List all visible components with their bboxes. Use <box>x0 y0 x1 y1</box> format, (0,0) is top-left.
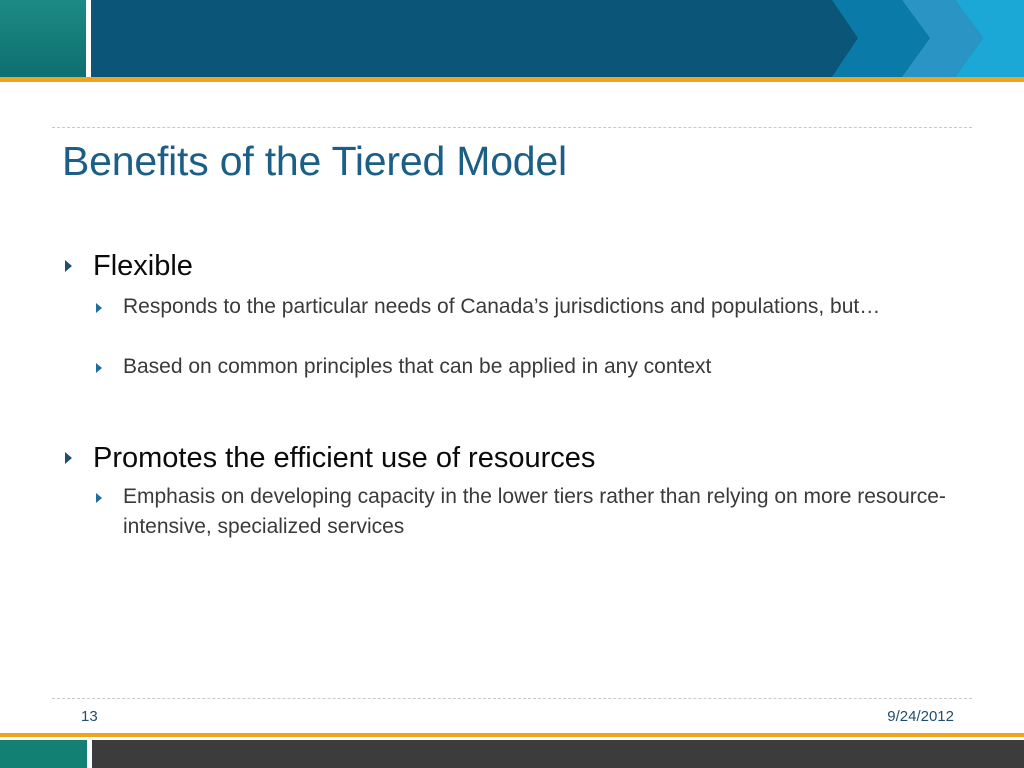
bullet-text: Flexible <box>93 250 193 282</box>
bullet-level2 <box>62 352 962 382</box>
triangle-bullet-icon <box>96 493 102 503</box>
footer-divider <box>52 698 972 699</box>
bullet-text: Based on common principles that can be applied in any context <box>123 355 712 378</box>
header-band <box>0 0 1024 86</box>
triangle-bullet-icon <box>65 260 72 272</box>
bullet-level1 <box>62 440 962 476</box>
bullet-level2 <box>62 292 962 322</box>
bullet-level1 <box>62 248 962 284</box>
bullet-text: Emphasis on developing capacity in the lower tiers rather than relying on more resource-intensive, specialized services <box>123 485 946 538</box>
slide-content <box>62 248 962 542</box>
footer-teal-block <box>0 740 87 768</box>
triangle-bullet-icon <box>65 452 72 464</box>
bullet-text: Responds to the particular needs of Canada’s jurisdictions and populations, but… <box>123 295 881 318</box>
bullet-text: Promotes the efficient use of resources <box>93 442 596 474</box>
slide-title: Benefits of the Tiered Model <box>62 138 567 184</box>
slide-number: 13 <box>81 708 98 725</box>
header-orange-line <box>0 77 1024 82</box>
triangle-bullet-icon <box>96 363 102 373</box>
header-chevron-decoration <box>0 0 1024 77</box>
slide-date: 9/24/2012 <box>887 708 954 725</box>
triangle-bullet-icon <box>96 303 102 313</box>
title-divider <box>52 127 972 128</box>
bullet-level2 <box>62 482 962 542</box>
footer-dark-bar <box>92 740 1024 768</box>
